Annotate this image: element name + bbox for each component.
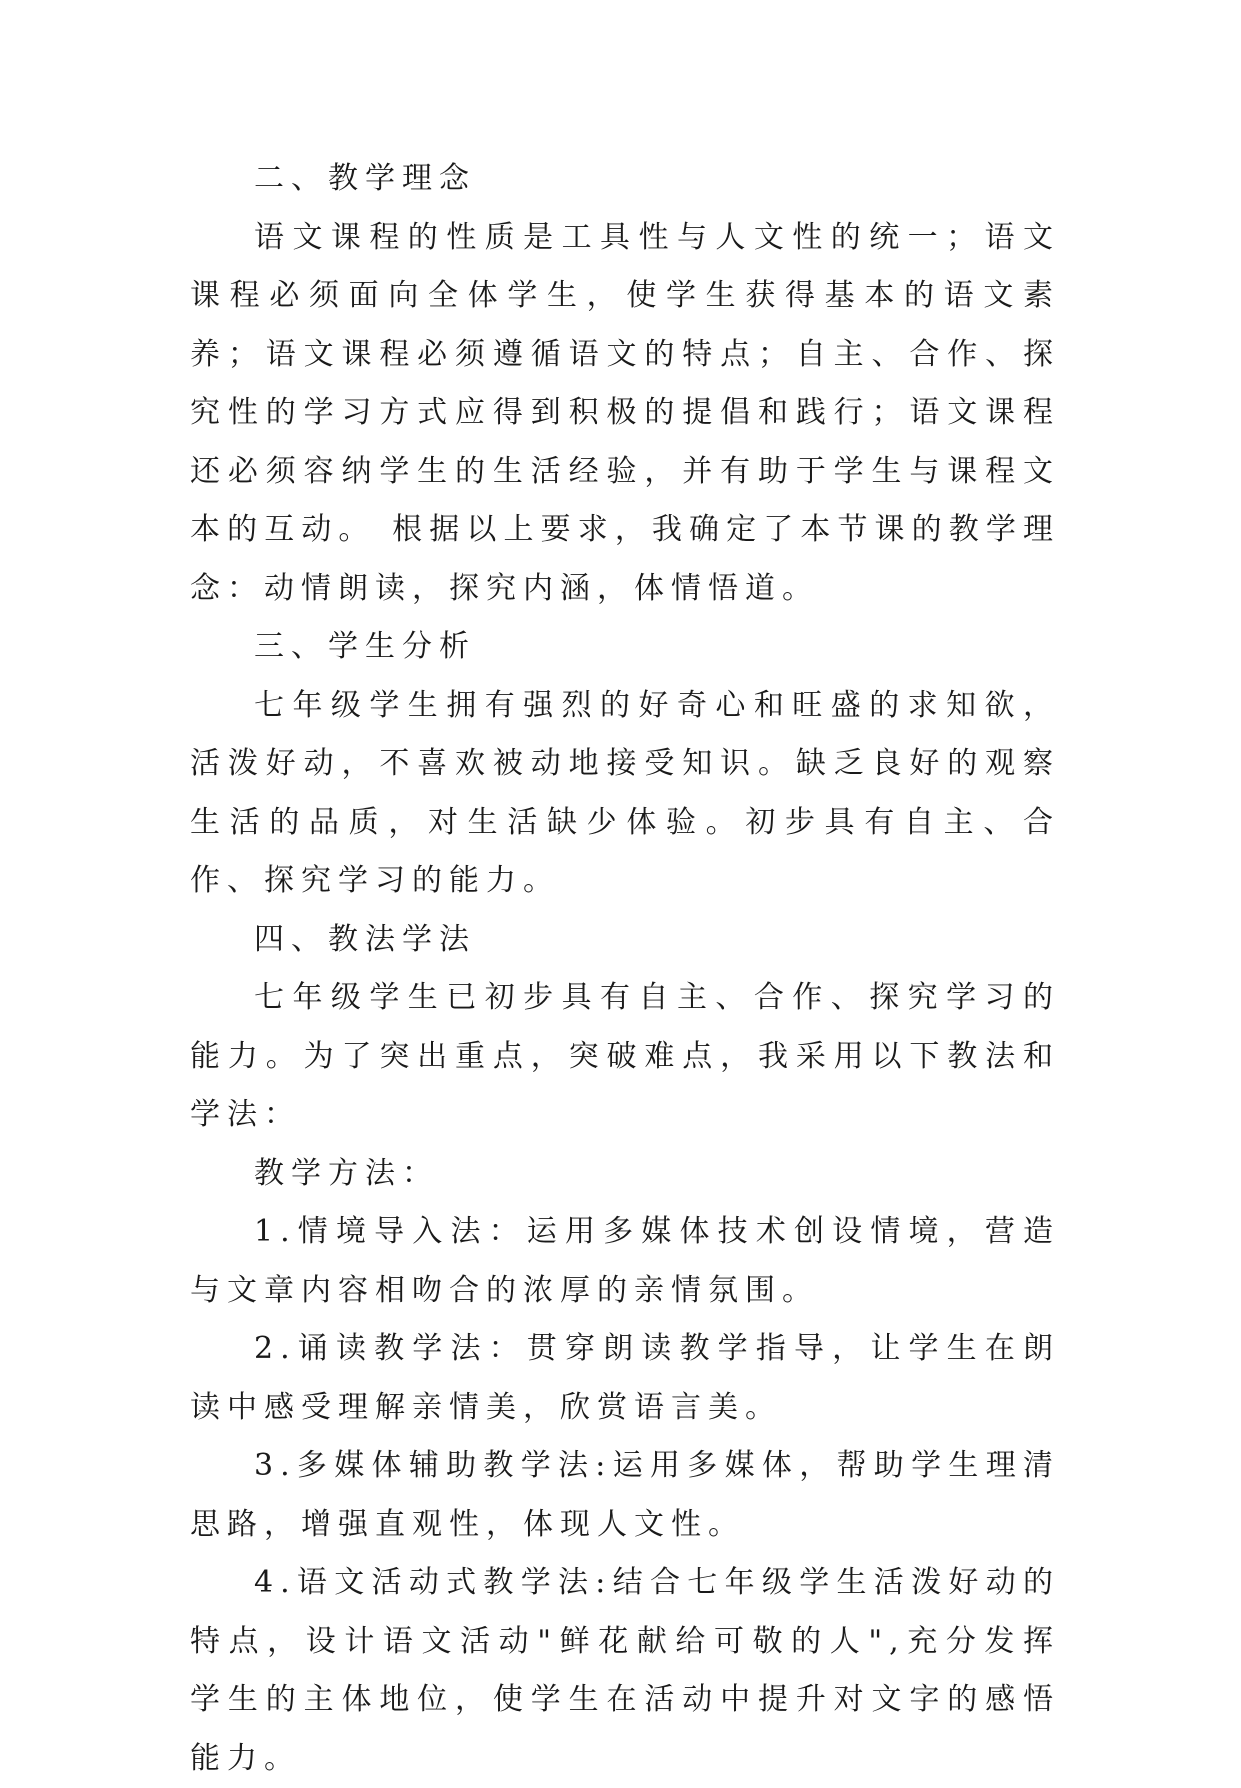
document-page	[190, 150, 1060, 1788]
section-heading-methods: 四、教法学法	[254, 921, 476, 957]
paragraph-student-analysis: 七年级学生拥有强烈的好奇心和旺盛的求知欲，活泼好动，不喜欢被动地接受知识。缺乏良好的观察生活的品质，对生活缺少体验。初步具有自主、合作、探究学习的能力。	[190, 687, 1060, 898]
paragraph-methods-intro: 七年级学生已初步具有自主、合作、探究学习的能力。为了突出重点，突破难点，我采用以下教法和学法：	[190, 980, 1060, 1132]
paragraph-teaching-philosophy: 语文课程的性质是工具性与人文性的统一；语文课程必须面向全体学生，使学生获得基本的语文素养；语文课程必须遵循语文的特点；自主、合作、探究性的学习方式应得到积极的提倡和践行；语文课程还必须容纳学生的生活经验，并有助于学生与课程文本的互动。 根据以上要求，我确定了本节课的教学理念：动情朗读，探究内涵，体情悟道。	[190, 219, 1060, 606]
section-heading-teaching-philosophy: 二、教学理念	[254, 161, 476, 196]
section-heading-student-analysis: 三、学生分析	[254, 629, 476, 664]
list-item-method-2: 2.诵读教学法：贯穿朗读教学指导，让学生在朗读中感受理解亲情美，欣赏语言美。	[190, 1331, 1060, 1425]
subheading-teaching-methods: 教学方法：	[254, 1155, 439, 1191]
list-item-method-4: 4.语文活动式教学法:结合七年级学生活泼好动的特点，设计语文活动"鲜花献给可敬的人",充分发挥学生的主体地位，使学生在活动中提升对文字的感悟能力。	[190, 1565, 1060, 1776]
list-item-method-1: 1.情境导入法：运用多媒体技术创设情境，营造与文章内容相吻合的浓厚的亲情氛围。	[190, 1214, 1060, 1308]
list-item-method-3: 3.多媒体辅助教学法:运用多媒体，帮助学生理清思路，增强直观性，体现人文性。	[190, 1448, 1060, 1542]
